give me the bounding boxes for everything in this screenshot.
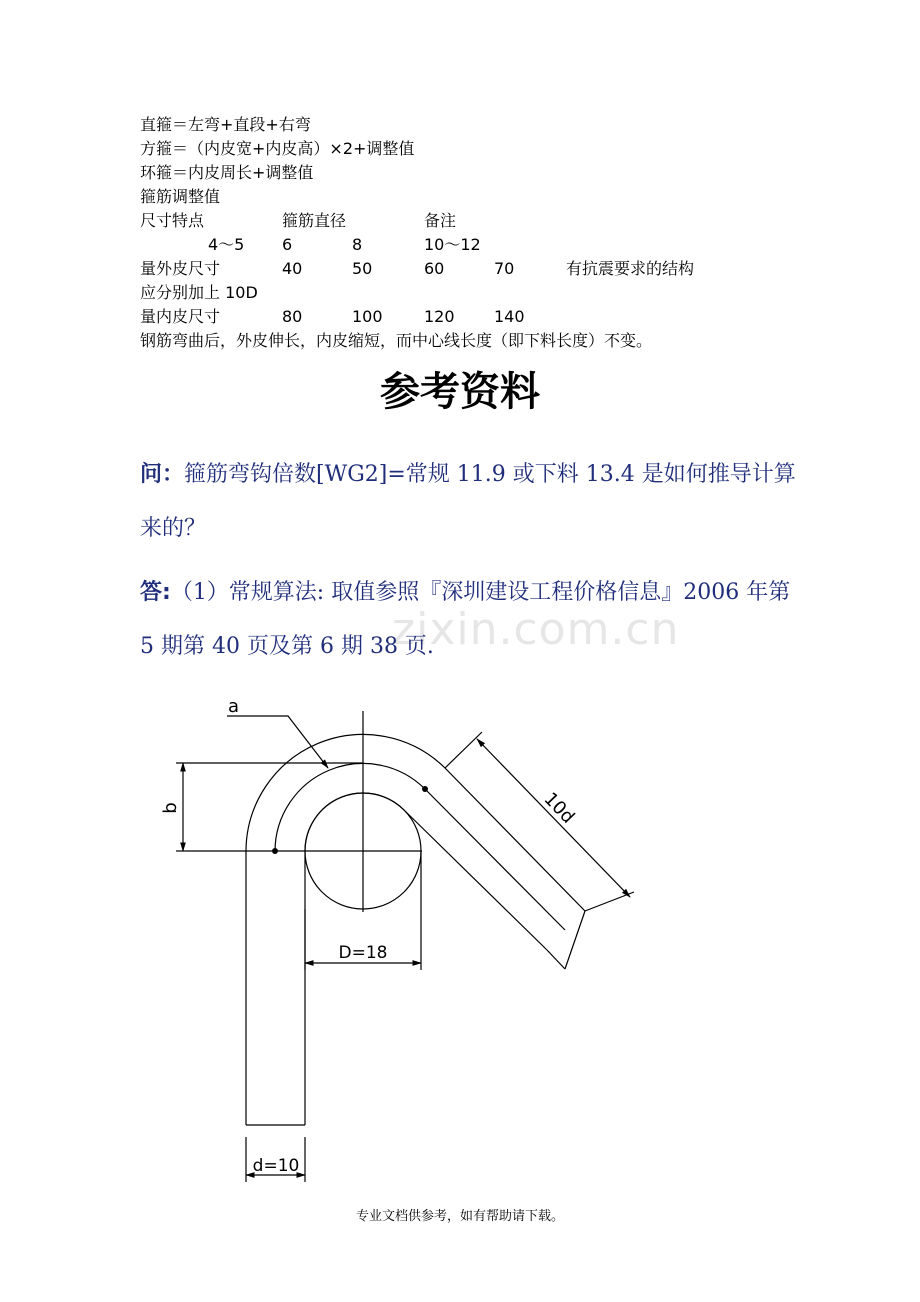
note-line-4: 箍筋调整值: [140, 187, 221, 206]
table-inner-label: 量内皮尺寸: [140, 307, 221, 326]
hook-outer-edge: [445, 768, 585, 911]
tangent-dot: [422, 786, 428, 792]
answer-text: （1）常规算法: 取值参照『深圳建设工程价格信息』2006 年第 5 期第 40 页及第 6 期 38 页.: [140, 580, 791, 659]
table-outer-value: 70: [494, 259, 515, 278]
table-inner-value: 100: [352, 307, 383, 326]
dim-10d-ext-top: [445, 732, 482, 768]
label-D: D=18: [338, 943, 388, 963]
note-final: 钢筋弯曲后，外皮伸长，内皮缩短，而中心线长度（即下料长度）不变。: [140, 331, 653, 350]
table-inner-value: 80: [282, 307, 303, 326]
label-a: a: [228, 696, 240, 717]
page-footer: 专业文档供参考，如有帮助请下载。: [355, 1209, 564, 1224]
table-header-diameter: 箍筋直径: [282, 211, 347, 230]
note-line-3: 环箍＝内皮周长+调整值: [140, 163, 314, 182]
section-heading: 参考资料: [380, 368, 540, 415]
table-outer-value: 40: [282, 259, 303, 278]
note-line-2: 方箍＝（内皮宽+内皮高）×2+调整值: [140, 139, 415, 158]
leader-a: [227, 716, 328, 768]
dim-10d-ext-bottom: [585, 892, 634, 911]
table-diameter: 10～12: [424, 235, 481, 254]
table-diameter: 4～5: [208, 235, 245, 254]
question-text: 箍筋弯钩倍数[WG2]=常规 11.9 或下料 13.4 是如何推导计算来的？: [140, 462, 796, 541]
table-note-continued: 应分别加上 10D: [140, 283, 258, 302]
dim-10d-line: [477, 739, 630, 897]
table-outer-value: 60: [424, 259, 445, 278]
bar-inner-arc: [305, 793, 404, 851]
table-outer-label: 量外皮尺寸: [140, 259, 221, 278]
label-10d: 10d: [539, 788, 579, 828]
question-lead: 问：: [140, 462, 185, 487]
table-diameter: 6: [282, 235, 293, 254]
hook-inner-edge: [404, 810, 547, 950]
answer-lead: 答:: [140, 580, 171, 605]
table-outer-value: 50: [352, 259, 373, 278]
table-header-note: 备注: [424, 211, 457, 230]
table-inner-value: 120: [424, 307, 455, 326]
tangent-dot: [272, 848, 278, 854]
table-inner-value: 140: [494, 307, 525, 326]
bar-outer-arc: [246, 734, 445, 851]
bar-center-arc: [275, 763, 425, 851]
label-b: b: [160, 802, 181, 814]
label-d: d=10: [252, 1156, 300, 1176]
table-header-size: 尺寸特点: [140, 211, 205, 230]
hook-end: [565, 911, 585, 969]
hook-end-edge: [547, 950, 565, 969]
table-outer-note: 有抗震要求的结构: [566, 259, 695, 278]
table-diameter: 8: [352, 235, 363, 254]
watermark: zixin.com.cn: [392, 604, 680, 655]
hook-center-line: [425, 789, 565, 930]
note-line-1: 直箍＝左弯+直段+右弯: [140, 115, 311, 134]
